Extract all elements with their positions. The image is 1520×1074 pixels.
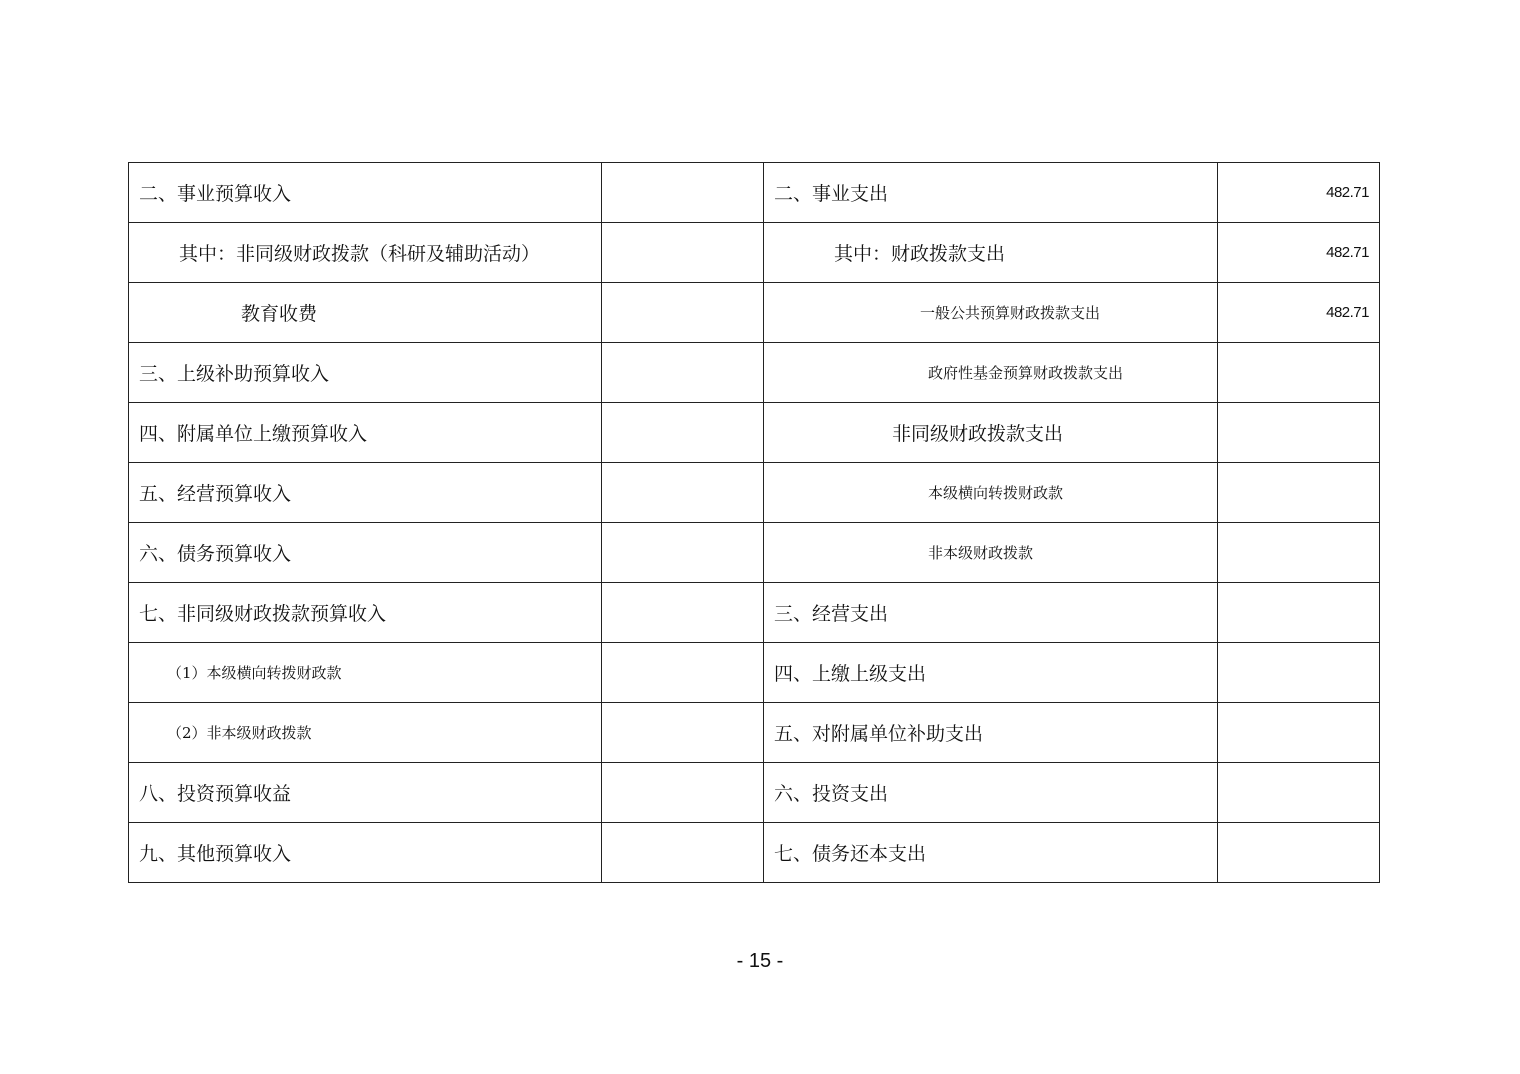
income-amount [601,823,763,883]
expense-amount: 482.71 [1217,283,1379,343]
income-label: 二、事业预算收入 [129,163,602,223]
expense-amount [1217,763,1379,823]
table-row [129,643,1380,703]
expense-label: 六、投资支出 [764,763,1218,823]
table-row [129,703,1380,763]
income-amount [601,163,763,223]
income-amount [601,343,763,403]
income-amount [601,223,763,283]
expense-label: 四、上缴上级支出 [764,643,1218,703]
expense-label: 政府性基金预算财政拨款支出 [764,343,1218,403]
table-row [129,163,1380,223]
expense-amount [1217,643,1379,703]
expense-label: 本级横向转拨财政款 [764,463,1218,523]
income-label: 六、债务预算收入 [129,523,602,583]
expense-label: 二、事业支出 [764,163,1218,223]
income-amount [601,643,763,703]
expense-amount [1217,823,1379,883]
income-amount [601,583,763,643]
budget-table [128,162,1380,883]
expense-amount [1217,463,1379,523]
income-amount [601,403,763,463]
income-label: （2）非本级财政拨款 [129,703,602,763]
expense-amount [1217,703,1379,763]
income-label: （1）本级横向转拨财政款 [129,643,602,703]
income-label: 五、经营预算收入 [129,463,602,523]
expense-label: 非同级财政拨款支出 [764,403,1218,463]
expense-label: 五、对附属单位补助支出 [764,703,1218,763]
expense-amount [1217,343,1379,403]
table-row [129,223,1380,283]
expense-label: 三、经营支出 [764,583,1218,643]
expense-amount [1217,583,1379,643]
table-row [129,463,1380,523]
income-amount [601,763,763,823]
income-amount [601,283,763,343]
income-label: 八、投资预算收益 [129,763,602,823]
expense-amount: 482.71 [1217,163,1379,223]
expense-amount: 482.71 [1217,223,1379,283]
table-row [129,523,1380,583]
expense-label: 非本级财政拨款 [764,523,1218,583]
table-row [129,283,1380,343]
income-label: 教育收费 [129,283,602,343]
table-row [129,343,1380,403]
income-label: 三、上级补助预算收入 [129,343,602,403]
expense-amount [1217,523,1379,583]
income-label: 七、非同级财政拨款预算收入 [129,583,602,643]
income-amount [601,523,763,583]
expense-amount [1217,403,1379,463]
table-row [129,583,1380,643]
table-row [129,403,1380,463]
expense-label: 一般公共预算财政拨款支出 [764,283,1218,343]
income-amount [601,463,763,523]
page-number: - 15 - [736,950,784,972]
expense-label: 七、债务还本支出 [764,823,1218,883]
income-label: 四、附属单位上缴预算收入 [129,403,602,463]
table-row [129,763,1380,823]
table-row [129,823,1380,883]
income-label: 九、其他预算收入 [129,823,602,883]
income-label: 其中：非同级财政拨款（科研及辅助活动） [129,223,602,283]
income-amount [601,703,763,763]
expense-label: 其中：财政拨款支出 [764,223,1218,283]
